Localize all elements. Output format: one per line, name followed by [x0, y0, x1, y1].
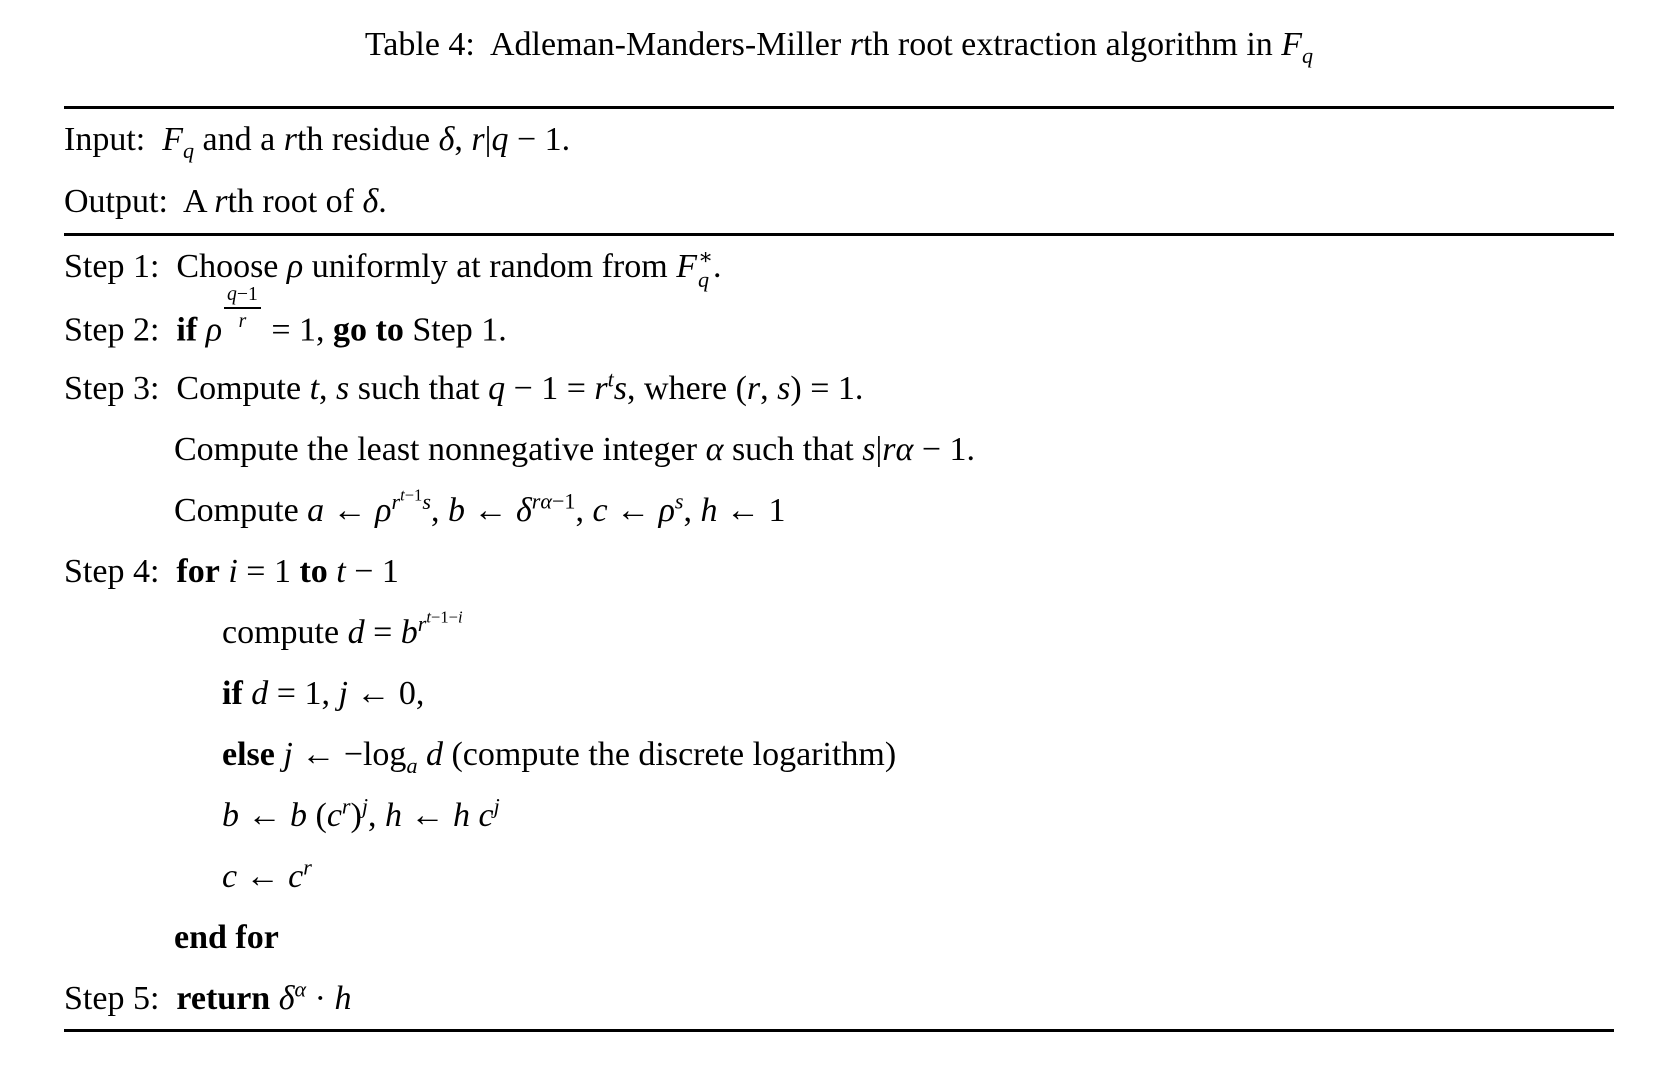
step-4-update-c-line: c ← $c^r$: [222, 854, 312, 895]
step-1-line: Step 1: Choose ρ uniformly at random from F ∗ q .: [64, 243, 722, 292]
step-4-line: Step 4: for i = 1 to t − 1: [64, 553, 399, 590]
step-4-update-bh-line: b ← b $(c^r)^j$, h ← h $c^j$: [222, 793, 500, 834]
algorithm-table: [64, 106, 1614, 1032]
table-caption: Table 4: Adleman-Manders-Miller rth root extraction algorithm in $F_q$: [364, 26, 1314, 68]
table-rule-bottom: [64, 1029, 1614, 1032]
output-line: Output: A rth root of δ.: [64, 183, 387, 220]
input-line: Input: $F_q$ and a rth residue δ, r|q − 1.: [64, 121, 571, 163]
step-3-compute-abch-line: Compute a ← $\rho^{r^{t-1}s}$, b ← $\delta^{r\alpha-1}$, c ← $\rho^s$, h ← 1: [174, 485, 786, 529]
step-4-compute-d-line: compute $d = b^{r^{t-1-i}}$: [222, 607, 463, 651]
step-2-line: Step 2: if ρ $\frac{q-1}{r}$ = 1, go to Step 1.: [64, 283, 507, 349]
step-3-line: Step 3: Compute t, s such that $q - 1 = r^ts$, where (r, s) = 1.: [64, 366, 864, 407]
step-4-else-line: else j ← $-\log_a$ d (compute the discrete logarithm): [222, 736, 897, 778]
step-4-end-for-line: end for: [174, 919, 279, 956]
step-3-compute-alpha-line: Compute the least nonnegative integer α such that s|rα − 1.: [174, 431, 976, 468]
step-4-if-line: if d = 1, j ← 0,: [222, 675, 425, 712]
step-5-line: Step 5: return $\delta^\alpha \cdot h$: [64, 976, 352, 1017]
